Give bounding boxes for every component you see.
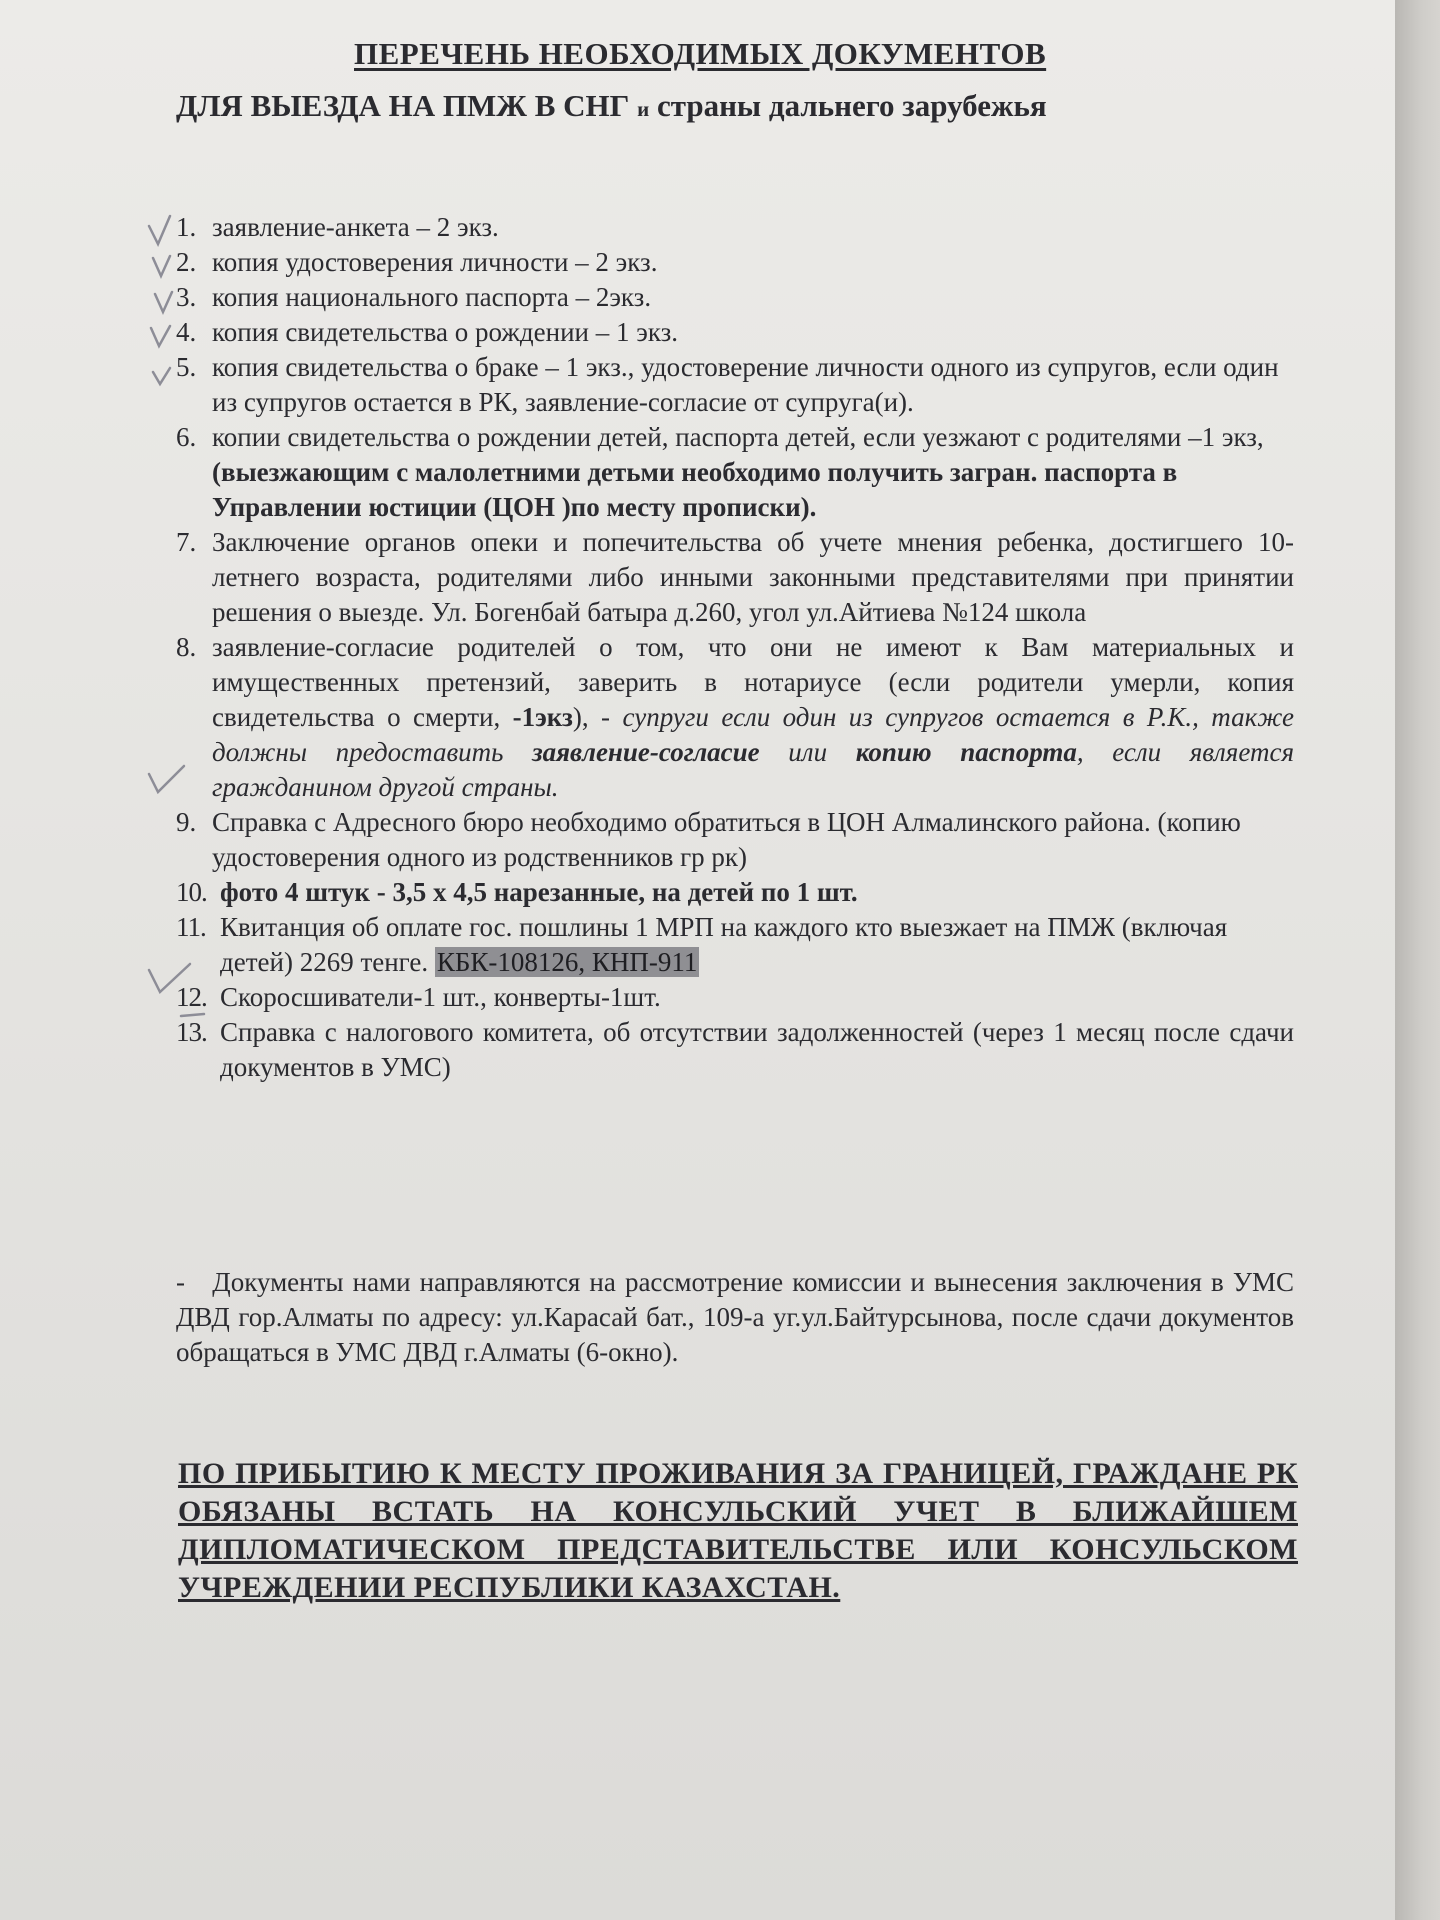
item-text (212, 630, 1294, 805)
item-number: 13. (176, 1017, 207, 1047)
item-number: 4. (176, 317, 197, 347)
item-text-regular: копии свидетельства о рождении детей, паспорта детей, если уезжают с родителями –1 экз, (212, 422, 1264, 452)
item-number: 3. (176, 282, 197, 312)
note-dash: - (176, 1267, 185, 1297)
item-text-regular: заявление-согласие родителей о том, что они не имеют к Вам материальных и имущественных претензий, заверить в нотариусе (если родители умерли, копия свидетельства о смерти, (212, 632, 1294, 732)
item-text-bold: (выезжающим с малолетними детьми необходимо получить загран. паспорта в Управлении юстиции (ЦОН )по месту прописки). (212, 457, 1178, 522)
item-number: 11. (176, 912, 206, 942)
item-number: 7. (176, 527, 197, 557)
item-number: 10. (176, 877, 207, 907)
note-paragraph (176, 1265, 1294, 1370)
item-text-bold-italic-2: копию паспорта (855, 737, 1077, 767)
list-item-11 (176, 910, 1294, 980)
item-text-italic: супруги если один из супругов остается в Р.К., также должны предоставить (212, 702, 1294, 767)
item-text (212, 420, 1294, 525)
item-number: 1. (176, 212, 197, 242)
subtitle-end: страны дальнего зарубежья (656, 88, 1047, 123)
item-text-italic-3: , если является гражданином другой страны. (212, 737, 1295, 802)
item-text-regular-2: ), - (572, 702, 623, 732)
list-item-1 (176, 210, 1294, 245)
paper-edge (1395, 0, 1440, 1920)
item-text-regular: Квитанция об оплате гос. пошлины 1 МРП на каждого кто выезжает на ПМЖ (включая детей) 2269 тенге. (220, 912, 1228, 977)
item-text: копия свидетельства о рождении – 1 экз. (212, 317, 679, 347)
item-text: Заключение органов опеки и попечительства об учете мнения ребенка, достигшего 10-летнего возраста, родителями либо инными законными представителями при принятии решения о выезде. Ул. Богенбай батыра д.260, угол ул.Айтиева №124 школа (212, 527, 1294, 627)
list-item-4 (176, 315, 1294, 350)
list-item-8 (176, 630, 1294, 805)
item-number: 5. (176, 352, 197, 382)
item-text: Справка с Адресного бюро необходимо обратиться в ЦОН Алмалинского района. (копию удостоверения одного из родственников гр рк) (212, 807, 1241, 872)
list-item-3 (176, 280, 1294, 315)
list-item-13 (176, 1015, 1294, 1085)
item-text-bold: фото 4 штук - 3,5 х 4,5 нарезанные, на детей по 1 шт. (220, 877, 858, 907)
subtitle-main: ДЛЯ ВЫЕЗДА НА ПМЖ В СНГ (176, 88, 630, 123)
item-text: копия национального паспорта – 2экз. (212, 282, 652, 312)
item-text: копия удостоверения личности – 2 экз. (212, 247, 658, 277)
list-item-10 (176, 875, 1294, 910)
note-text: Документы нами направляются на рассмотрение комиссии и вынесения заключения в УМС ДВД гор.Алматы по адресу: ул.Карасай бат., 109-а уг.ул.Байтурсынова, после сдачи документов обращаться в УМС ДВД г.Алматы (6-окно). (176, 1267, 1294, 1367)
item-text: заявление-анкета – 2 экз. (212, 212, 499, 242)
item-text: Справка с налогового комитета, об отсутствии задолженностей (через 1 месяц после сдачи документов в УМС) (220, 1017, 1294, 1082)
footer-notice: ПО ПРИБЫТИЮ К МЕСТУ ПРОЖИВАНИЯ ЗА ГРАНИЦЕЙ, ГРАЖДАНЕ РК ОБЯЗАНЫ ВСТАТЬ НА КОНСУЛЬСКИЙ УЧЕТ В БЛИЖАЙШЕМ ДИПЛОМАТИЧЕСКОМ ПРЕДСТАВИТЕЛЬСТВЕ ИЛИ КОНСУЛЬСКОМ УЧРЕЖДЕНИИ РЕСПУБЛИКИ КАЗАХСТАН. (178, 1457, 1298, 1604)
item-number: 12. (176, 982, 207, 1012)
list-item-5 (176, 350, 1294, 420)
document-title: ПЕРЕЧЕНЬ НЕОБХОДИМЫХ ДОКУМЕНТОВ (354, 36, 1047, 71)
subtitle-connector: и (637, 97, 650, 121)
document-list (176, 210, 1294, 1085)
list-item-9 (176, 805, 1294, 875)
list-item-7 (176, 525, 1294, 630)
item-text-bold: -1экз (512, 702, 573, 732)
list-item-2 (176, 245, 1294, 280)
item-text-italic-2: или (759, 737, 856, 767)
document-subtitle (176, 88, 1047, 124)
item-text (220, 910, 1294, 980)
item-number: 9. (176, 807, 197, 837)
highlighted-code: КБК-108126, КНП-911 (436, 947, 698, 977)
item-text-bold-italic: заявление-согласие (532, 737, 760, 767)
item-number: 6. (176, 422, 197, 452)
list-item-12 (176, 980, 1294, 1015)
item-number: 2. (176, 247, 197, 277)
item-text: копия свидетельства о браке – 1 экз., удостоверение личности одного из супругов, если один из супругов остается в РК, заявление-согласие от супруга(и). (212, 352, 1279, 417)
item-text: Скоросшиватели-1 шт., конверты-1шт. (220, 982, 661, 1012)
list-item-6 (176, 420, 1294, 525)
item-number: 8. (176, 632, 197, 662)
